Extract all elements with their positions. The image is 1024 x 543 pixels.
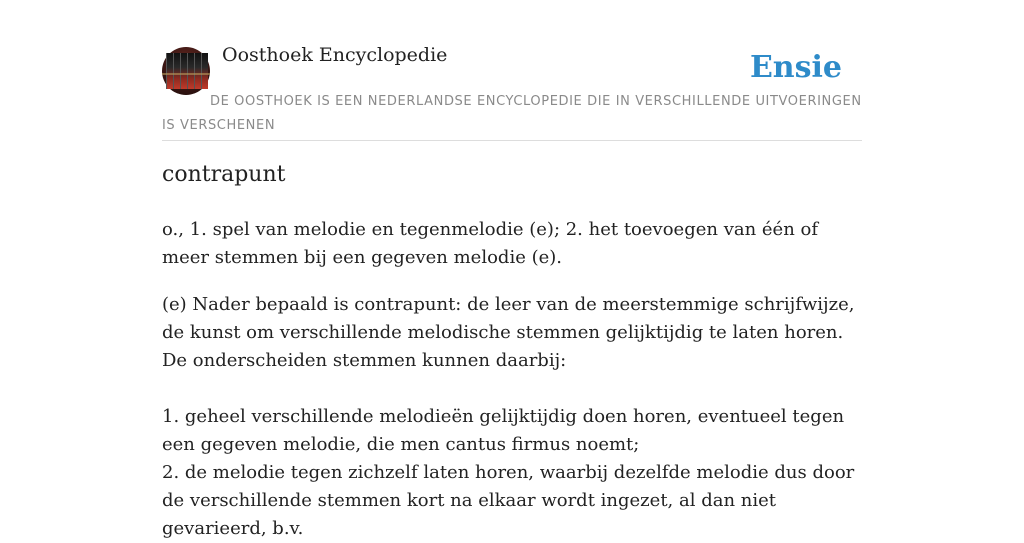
entry-paragraph: 2. de melodie tegen zichzelf laten horen, waarbij dezelfde melodie dus door de verschillende stemmen kort na elkaar wordt ingezet, al dan niet gevarieerd, b.v.: [162, 462, 855, 539]
site-title-link[interactable]: Oosthoek Encyclopedie: [222, 44, 448, 66]
entry-title: contrapunt: [162, 162, 286, 187]
entry-paragraph: 1. geheel verschillende melodieën gelijktijdig doen horen, eventueel tegen een gegeven melodie, die men cantus firmus noemt;: [162, 406, 845, 455]
entry-paragraph: o., 1. spel van melodie en tegenmelodie (e); 2. het toevoegen van één of meer stemmen bij een gegeven melodie (e).: [162, 219, 819, 268]
site-tagline: DE OOSTHOEK IS EEN NEDERLANDSE ENCYCLOPEDIE DIE IN VERSCHILLENDE UITVOERINGEN IS VERSCHENEN: [162, 94, 862, 133]
encyclopedia-books-icon[interactable]: [162, 47, 210, 95]
brand-logo-link[interactable]: Ensie: [749, 50, 842, 85]
page: [162, 0, 862, 539]
site-header: [162, 0, 862, 141]
entry-paragraph: (e) Nader bepaald is contrapunt: de leer van de meerstemmige schrijfwijze, de kunst om verschillende melodische stemmen gelijktijdig te laten horen. De onderscheiden stemmen kunnen daarbij:: [162, 294, 855, 371]
